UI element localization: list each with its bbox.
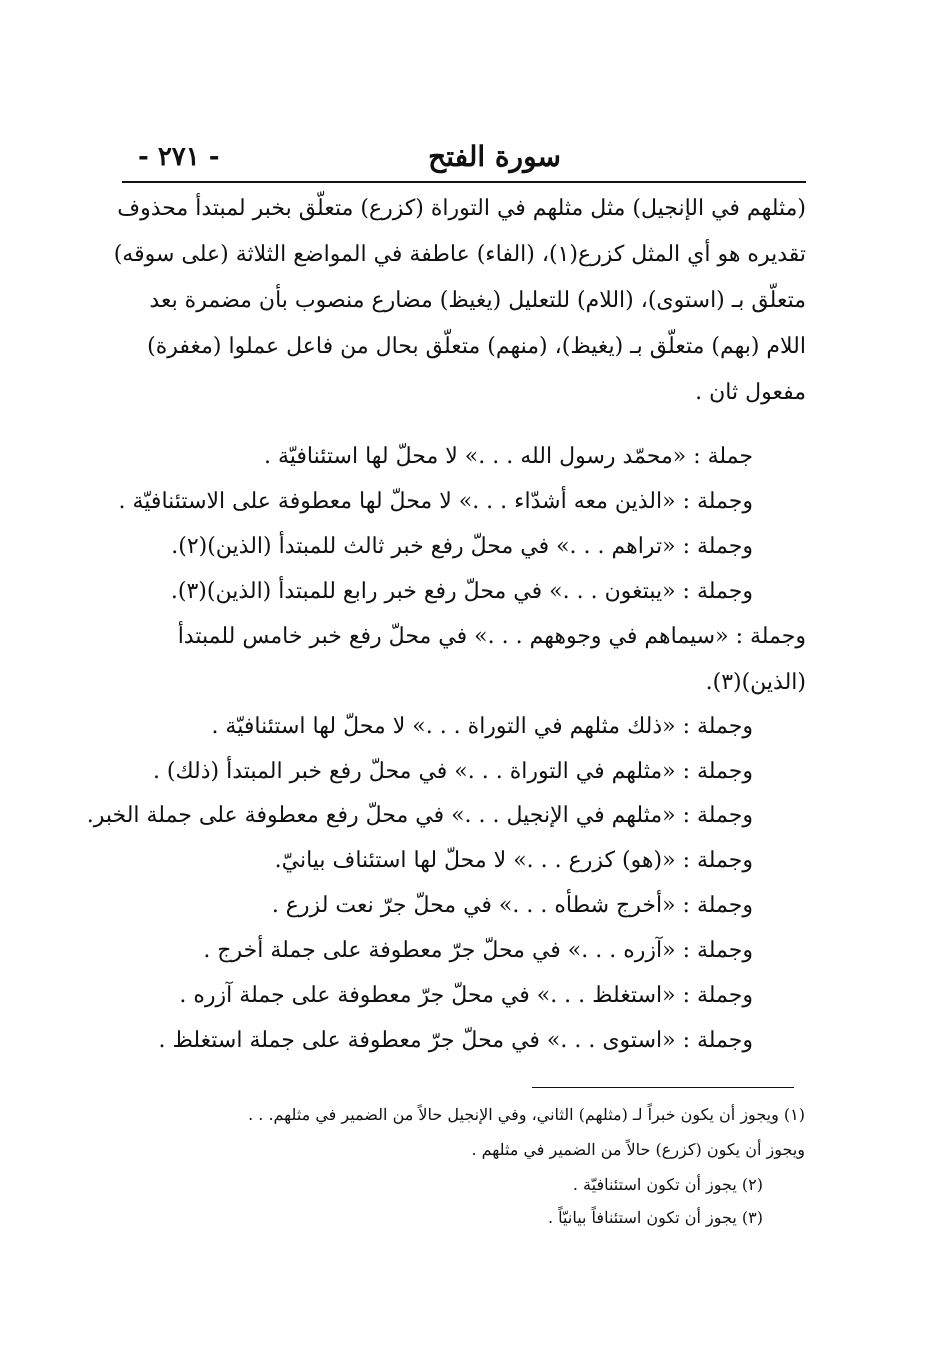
footnote-item: (٣) يجوز أن تكون استئنافاً بيانيّاً .	[547, 1208, 763, 1227]
sentence-item: وجملة : «سيماهم في وجوههم . . .» في محلّ رفع خبر خامس للمبتدأ	[177, 624, 806, 649]
sentence-item: وجملة : «ذلك مثلهم في التوراة . . .» لا محلّ لها استئنافيّة .	[211, 714, 753, 739]
footnote-divider	[532, 1087, 794, 1088]
sentence-item: وجملة : «(هو) كزرع . . .» لا محلّ لها استئناف بيانيّ.	[274, 848, 753, 873]
sentence-item: وجملة : «تراهم . . .» في محلّ رفع خبر ثالث للمبتدأ (الذين)(٢).	[171, 534, 753, 559]
sentence-item: وجملة : «استغلظ . . .» في محلّ جرّ معطوفة على جملة آزره .	[179, 983, 753, 1008]
sentence-item: وجملة : «مثلهم في الإنجيل . . .» في محلّ رفع معطوفة على جملة الخبر.	[86, 803, 753, 828]
page-title: سورة الفتح	[428, 140, 561, 173]
sentence-item: جملة : «محمّد رسول الله . . .» لا محلّ لها استئنافيّة .	[263, 444, 753, 469]
header-divider	[122, 181, 806, 183]
sentence-item: وجملة : «آزره . . .» في محلّ جرّ معطوفة على جملة أخرج .	[203, 938, 753, 963]
intro-line: مفعول ثان .	[695, 380, 806, 405]
sentence-item: وجملة : «الذين معه أشدّاء . . .» لا محلّ لها معطوفة على الاستئنافيّة .	[118, 489, 753, 514]
footnote-continuation: ويجوز أن يكون (كزرع) حالاً من الضمير في مثلهم .	[471, 1140, 805, 1159]
footnote-item: (١) ويجوز أن يكون خبراً لـ (مثلهم) الثاني، وفي الإنجيل حالاً من الضمير في مثلهم. . .	[248, 1105, 805, 1124]
intro-line: تقديره هو أي المثل كزرع(١)، (الفاء) عاطفة في المواضع الثلاثة (على سوقه)	[113, 242, 806, 267]
sentence-item: وجملة : «مثلهم في التوراة . . .» في محلّ رفع خبر المبتدأ (ذلك) .	[152, 759, 753, 784]
page-header	[122, 136, 806, 180]
intro-line: اللام (بهم) متعلّق بـ (يغيظ)، (منهم) متعلّق بحال من فاعل عملوا (مغفرة)	[147, 334, 806, 359]
sentence-item: وجملة : «أخرج شطأه . . .» في محلّ جرّ نعت لزرع .	[271, 893, 753, 918]
sentence-continuation: (الذين)(٣).	[705, 670, 806, 695]
sentence-item: وجملة : «يبتغون . . .» في محلّ رفع خبر رابع للمبتدأ (الذين)(٣).	[170, 579, 753, 604]
sentence-item: وجملة : «استوى . . .» في محلّ جرّ معطوفة على جملة استغلظ .	[158, 1028, 753, 1053]
intro-line: (مثلهم في الإنجيل) مثل مثلهم في التوراة (كزرع) متعلّق بخبر لمبتدأ محذوف	[117, 196, 806, 221]
intro-line: متعلّق بـ (استوى)، (اللام) للتعليل (يغيظ) مضارع منصوب بأن مضمرة بعد	[149, 288, 806, 313]
page-number: - ٢٧١ -	[138, 142, 220, 172]
footnote-item: (٢) يجوز أن تكون استئنافيّة .	[572, 1175, 763, 1194]
